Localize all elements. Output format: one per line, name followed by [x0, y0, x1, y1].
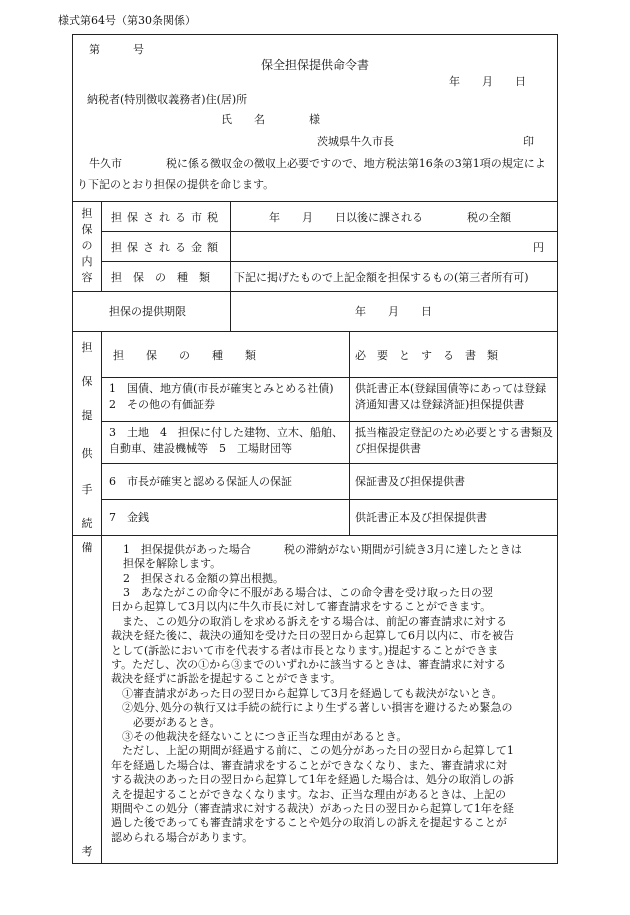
deadline-label: 担保の提供期限: [109, 305, 186, 318]
remarks-line: 3 あなたがこの命令に不服がある場合は、この命令書を受け取った日の翌: [123, 586, 493, 599]
content-label-char: 担: [81, 207, 93, 220]
issue-date: 年 月 日: [449, 75, 526, 88]
payer-address-label: 納税者(特別徴収義務者)住(居)所: [87, 93, 248, 106]
remarks-line: 裁決を経ずに訴訟を提起することができます。: [111, 672, 342, 685]
remarks-line: 日から起算して3月以内に牛久市長に対して審査請求をすることができます。: [111, 600, 492, 613]
remarks-label-bottom: 考: [81, 845, 93, 858]
procedure-docs-cell: 供託書正本及び担保提供書: [355, 511, 487, 524]
remarks-line: として(訴訟において市を代表する者は市長となります。)提起することができま: [111, 644, 499, 657]
procedure-docs-cell: 抵当権設定登記のため必要とする書類及び担保提供書: [355, 426, 553, 455]
remarks-line: ③その他裁決を経ないことにつき正当な理由があるとき。: [111, 730, 408, 743]
guaranteed-amount-label: 担保される金額: [111, 241, 223, 254]
procedure-kind-cell: 1 国債、地方債(市長が確実とみとめる社債) 2 その他の有価証券: [109, 382, 345, 411]
remarks-line: 1 担保提供があった場合 税の滞納がない期間が引続き3月に達したときは: [123, 543, 522, 556]
procedure-label-char: 手: [81, 483, 93, 496]
required-documents-header: 必 要 と す る 書 類: [355, 349, 498, 362]
guaranteed-amount-value: 円: [533, 241, 544, 254]
payer-name-label: 氏 名 様: [221, 113, 320, 126]
remarks-line: 担保を解除します。: [123, 557, 222, 570]
remarks-line: 期間やこの処分（審査請求に対する裁決）があった日の翌日から起算して1年を経: [111, 802, 514, 815]
procedure-label-char: 続: [81, 517, 93, 530]
procedure-kind-cell: 7 金銭: [109, 511, 149, 524]
order-statement: 牛久市 税に係る徴収金の徴収上必要ですので、地方税法第16条の3第1項の規定により下記のとおり担保の提供を命じます。: [77, 157, 546, 191]
content-label-char: 容: [81, 271, 93, 284]
remarks-label-top: 備: [81, 541, 93, 554]
seal-mark: 印: [523, 135, 534, 148]
remarks-line: ②処分､処分の執行又は手続の続行により生ずる著しい損害を避けるため緊急の: [111, 701, 513, 714]
remarks-line: ①審査請求があった日の翌日から起算して3月を経過しても裁決がないとき。: [111, 687, 503, 700]
guaranteed-tax-value: 年 月 日以後に課される 税の全額: [269, 211, 511, 224]
collateral-kind-label: 担 保 の 種 類: [111, 271, 210, 284]
remarks-line: する裁決のあった日の翌日から起算して1年を経過した場合は、処分の取消しの訴: [111, 773, 514, 786]
procedure-kind-cell: 6 市長が確実と認める保証人の保証: [109, 475, 292, 488]
procedure-label-char: 担: [81, 341, 93, 354]
remarks-line: 認められる場合があります。: [111, 831, 254, 844]
deadline-value: 年 月 日: [355, 305, 432, 318]
collateral-kind-value: 下記に掲げたもので上記金額を担保するもの(第三者所有可): [234, 271, 529, 284]
remarks-line: ただし、上記の期間が経過する前に、この処分があった日の翌日から起算して1: [111, 744, 514, 757]
remarks-line: 裁決を経た後に、裁決の通知を受けた日の翌日から起算して6月以内に、市を被告: [111, 629, 514, 642]
procedure-docs-cell: 保証書及び担保提供書: [355, 475, 465, 488]
collateral-kind-header: 担 保 の 種 類: [113, 349, 256, 362]
remarks-line: えを提起することができなくなります。なお、正当な理由があるときは、上記の: [111, 788, 507, 801]
procedure-label-char: 提: [81, 409, 93, 422]
content-label-char: の: [81, 239, 93, 252]
procedure-label-char: 供: [81, 447, 93, 460]
content-label-char: 保: [81, 223, 93, 236]
remarks-line: 過した後であっても審査請求をすることや処分の取消しの訴えを提起することが: [111, 816, 507, 829]
remarks-line: 年を経過した場合は、審査請求をすることができなくなり、また、審査請求に対: [111, 759, 507, 772]
remarks-line: また、この処分の取消しを求める訴えをする場合は、前記の審査請求に対する: [111, 615, 507, 628]
order-form: [72, 34, 558, 864]
form-number-label: 様式第64号（第30条関係）: [58, 14, 196, 27]
procedure-label-char: 保: [81, 375, 93, 388]
issuer-name: 茨城県牛久市長: [317, 135, 394, 148]
procedure-docs-cell: 供託書正本(登録国債等にあっては登録済通知書又は登録済証)担保提供書: [355, 382, 547, 411]
document-number: 第 号: [89, 43, 144, 56]
remarks-line: 2 担保される金額の算出根拠。: [123, 572, 284, 585]
document-title: 保全担保提供命令書: [261, 58, 370, 72]
content-label-char: 内: [81, 255, 93, 268]
remarks-line: す。ただし、次の①から③までのいずれかに該当するときは、審査請求に対する: [111, 658, 507, 671]
remarks-line: 必要があるとき。: [111, 716, 221, 729]
procedure-kind-cell: 3 土地 4 担保に付した建物、立木、船舶、自動車、建設機械等 5 工場財団等: [109, 426, 343, 455]
guaranteed-tax-label: 担保される市税: [111, 211, 223, 224]
